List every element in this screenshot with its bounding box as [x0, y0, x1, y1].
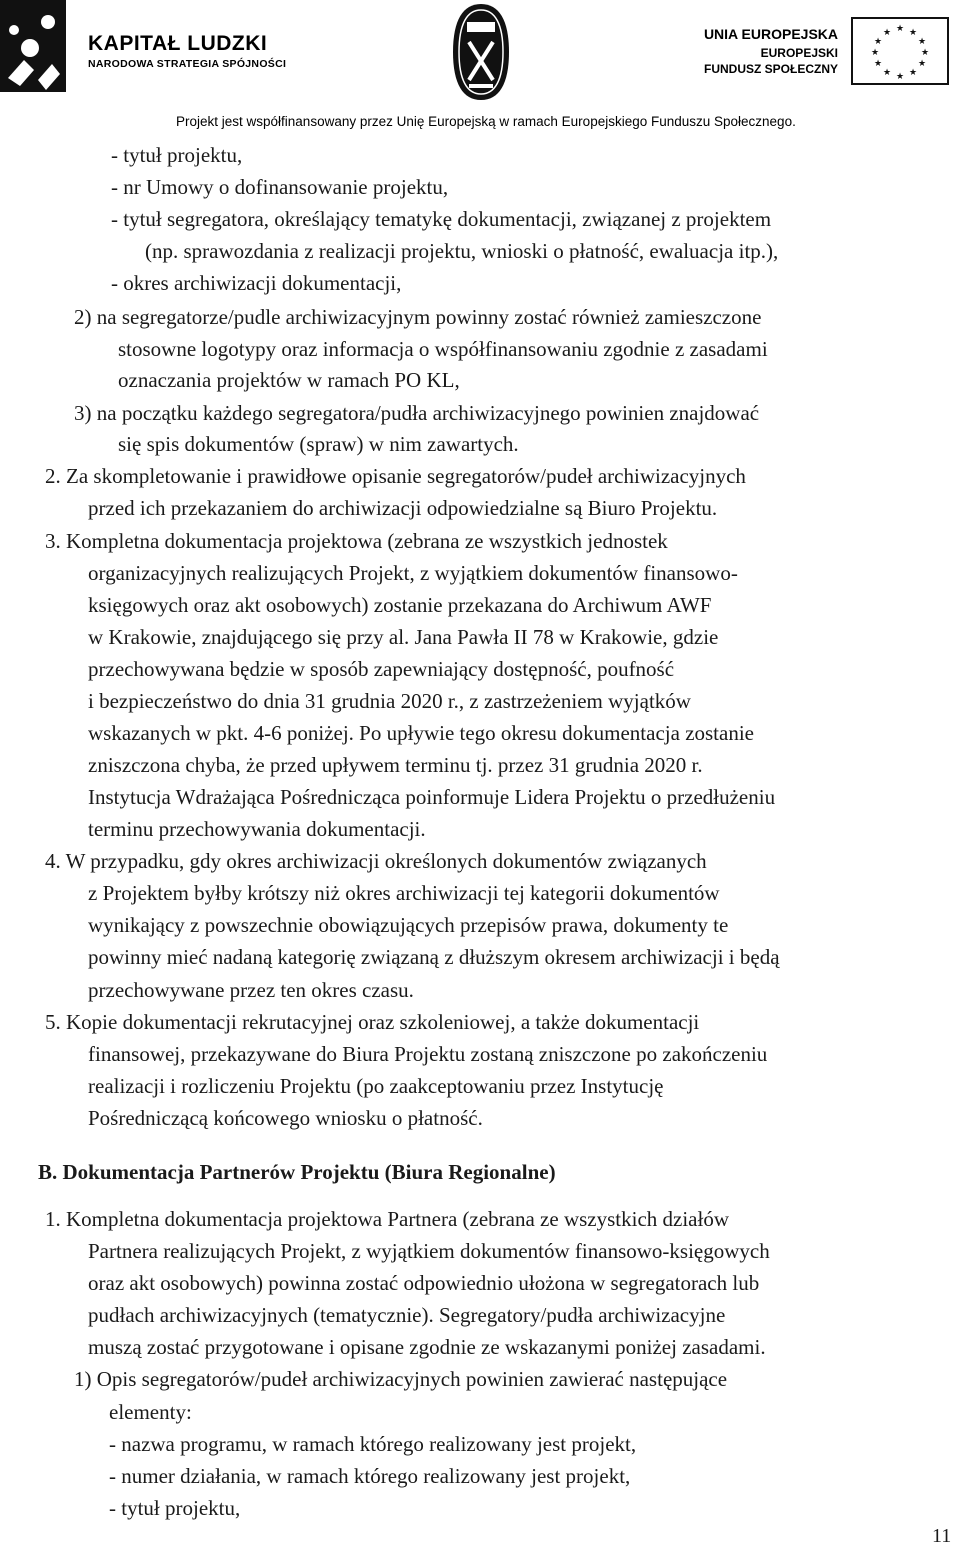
eu-logo: [700, 16, 950, 86]
svg-text:★: ★: [873, 37, 883, 47]
eu-flag-icon: [850, 16, 950, 86]
text-line: stosowne logotypy oraz informacja o współfinansowaniu zgodnie z zasadami: [118, 337, 768, 361]
text-line: finansowej, przekazywane do Biura Projektu zostaną zniszczone po zakończeniu: [88, 1042, 768, 1066]
svg-text:★: ★: [920, 48, 930, 58]
text-line: 3) na początku każdego segregatora/pudła archiwizacyjnego powinien znajdować: [74, 401, 760, 425]
text-line: księgowych oraz akt osobowych) zostanie przekazana do Archiwum AWF: [88, 593, 712, 617]
svg-text:★: ★: [917, 37, 927, 47]
svg-text:★: ★: [870, 48, 880, 58]
kapital-ludzki-subtitle: NARODOWA STRATEGIA SPÓJNOŚCI: [88, 58, 287, 70]
section-heading: B. Dokumentacja Partnerów Projektu (Biura Regionalne): [38, 1160, 556, 1184]
text-line: 1) Opis segregatorów/pudeł archiwizacyjnych powinien zawierać następujące: [74, 1367, 728, 1391]
text-line: Pośredniczącą końcowego wniosku o płatność.: [88, 1106, 483, 1130]
text-line: w Krakowie, znajdującego się przy al. Jana Pawła II 78 w Krakowie, gdzie: [88, 625, 719, 649]
text-line: zniszczona chyba, że przed upływem terminu tj. przez 31 grudnia 2020 r.: [88, 753, 703, 777]
text-line: - numer działania, w ramach którego realizowany jest projekt,: [109, 1464, 631, 1488]
eu-logo-line1: UNIA EUROPEJSKA: [703, 26, 838, 42]
text-line: - nr Umowy o dofinansowanie projektu,: [111, 175, 449, 199]
funding-note: Projekt jest współfinansowany przez Unię Europejską w ramach Europejskiego Funduszu Społecznego.: [176, 114, 796, 129]
text-line: - tytuł segregatora, określający tematykę dokumentacji, związanej z projektem: [111, 207, 772, 231]
svg-text:★: ★: [895, 24, 905, 34]
svg-text:★: ★: [917, 59, 927, 69]
kapital-ludzki-title: KAPITAŁ LUDZKI: [88, 32, 268, 55]
text-line: oraz akt osobowych) powinna zostać odpowiednio ułożona w segregatorach lub: [88, 1271, 760, 1295]
text-line: realizacji i rozliczeniu Projektu (po zaakceptowaniu przez Instytucję: [88, 1074, 664, 1098]
eu-logo-line3: FUNDUSZ SPOŁECZNY: [703, 62, 838, 76]
text-line: (np. sprawozdania z realizacji projektu, wnioski o płatność, ewaluacja itp.),: [145, 239, 779, 263]
text-line: 1. Kompletna dokumentacja projektowa Partnera (zebrana ze wszystkich działów: [45, 1207, 729, 1231]
svg-text:★: ★: [908, 68, 918, 78]
svg-text:★: ★: [908, 28, 918, 38]
svg-text:★: ★: [882, 28, 892, 38]
text-line: i bezpieczeństwo do dnia 31 grudnia 2020 r., z zastrzeżeniem wyjątków: [88, 689, 691, 713]
text-line: powinny mieć nadaną kategorię związaną z dłuższym okresem archiwizacji i będą: [88, 945, 780, 969]
text-line: przechowywana będzie w sposób zapewniający dostępność, poufność: [88, 657, 675, 681]
page-number: 11: [932, 1525, 952, 1547]
text-line: pudłach archiwizacyjnych (tematycznie). Segregatory/pudła archiwizacyjne: [88, 1303, 726, 1327]
text-line: 4. W przypadku, gdy okres archiwizacji określonych dokumentów związanych: [45, 849, 707, 873]
kapital-ludzki-logo: [0, 0, 300, 100]
text-line: z Projektem byłby krótszy niż okres archiwizacji tej kategorii dokumentów: [88, 881, 720, 905]
text-line: się spis dokumentów (spraw) w nim zawartych.: [118, 432, 519, 456]
svg-text:★: ★: [895, 72, 905, 82]
text-line: 2. Za skompletowanie i prawidłowe opisanie segregatorów/pudeł archiwizacyjnych: [45, 464, 746, 488]
text-line: - tytuł projektu,: [111, 143, 243, 167]
eu-logo-line2: EUROPEJSKI: [760, 46, 838, 60]
text-line: przed ich przekazaniem do archiwizacji odpowiedzialne są Biuro Projektu.: [88, 496, 718, 520]
text-line: organizacyjnych realizujących Projekt, z wyjątkiem dokumentów finansowo-: [88, 561, 738, 585]
svg-text:★: ★: [873, 59, 883, 69]
text-line: muszą zostać przygotowane i opisane zgodnie ze wskazanymi poniżej zasadami.: [88, 1335, 766, 1359]
text-line: 2) na segregatorze/pudle archiwizacyjnym powinny zostać również zamieszczone: [74, 305, 762, 329]
text-line: - nazwa programu, w ramach którego realizowany jest projekt,: [109, 1432, 637, 1456]
text-line: Instytucja Wdrażająca Pośrednicząca poinformuje Lidera Projektu o przedłużeniu: [88, 785, 776, 809]
text-line: - tytuł projektu,: [109, 1496, 241, 1520]
text-line: wskazanych w pkt. 4-6 poniżej. Po upływie tego okresu dokumentacja zostanie: [88, 721, 754, 745]
text-line: elementy:: [109, 1400, 192, 1424]
text-line: terminu przechowywania dokumentacji.: [88, 817, 426, 841]
text-line: wynikający z powszechnie obowiązujących przepisów prawa, dokumenty te: [88, 913, 729, 937]
text-line: oznaczania projektów w ramach PO KL,: [118, 368, 460, 392]
awf-crest-icon: [449, 2, 513, 102]
text-line: 3. Kompletna dokumentacja projektowa (zebrana ze wszystkich jednostek: [45, 529, 668, 553]
page-header: [0, 0, 960, 140]
text-line: - okres archiwizacji dokumentacji,: [111, 271, 402, 295]
svg-text:★: ★: [882, 68, 892, 78]
text-line: 5. Kopie dokumentacji rekrutacyjnej oraz szkoleniowej, a także dokumentacji: [45, 1010, 700, 1034]
text-line: Partnera realizujących Projekt, z wyjątkiem dokumentów finansowo-księgowych: [88, 1239, 770, 1263]
text-line: przechowywane przez ten okres czasu.: [88, 978, 414, 1002]
kapital-ludzki-emblem-icon: [0, 0, 80, 100]
